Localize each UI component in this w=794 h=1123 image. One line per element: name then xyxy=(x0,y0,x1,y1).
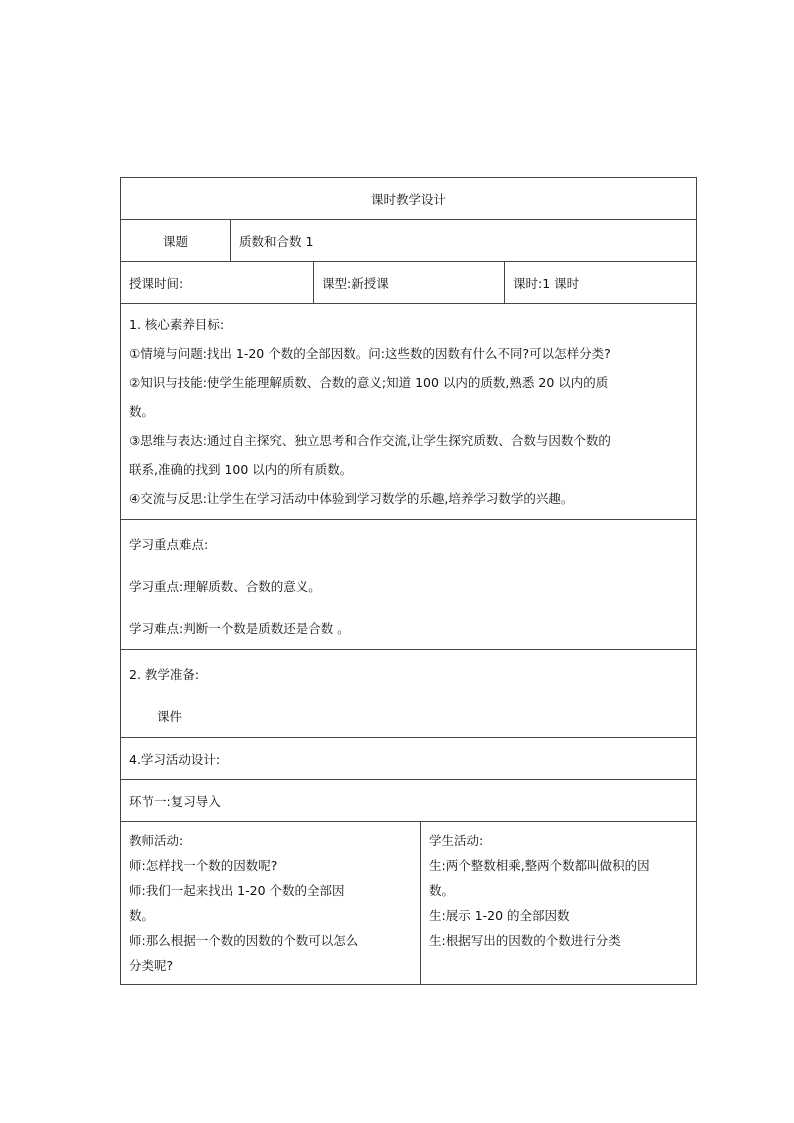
topic-label: 课题 xyxy=(121,220,231,262)
prep-item: 课件 xyxy=(157,709,183,724)
teacher-line: 师:我们一起来找出 1-20 个数的全部因 xyxy=(129,883,345,898)
key-difficulty: 学习难点:判断一个数是质数还是合数 。 xyxy=(129,621,350,636)
goals-heading: 1. 核心素养目标: xyxy=(129,317,225,332)
teacher-activity xyxy=(121,822,421,985)
goal-line: ①情境与问题:找出 1-20 个数的全部因数。问:这些数的因数有什么不同?可以怎样分类? xyxy=(129,346,611,361)
stage-one-heading: 环节一:复习导入 xyxy=(121,780,697,822)
student-line: 数。 xyxy=(429,883,455,898)
student-activity xyxy=(421,822,697,985)
key-points-heading: 学习重点难点: xyxy=(129,537,209,552)
topic-value: 质数和合数 1 xyxy=(231,220,697,262)
type-label: 课型:新授课 xyxy=(314,262,505,304)
lesson-plan-table xyxy=(120,177,697,985)
student-line: 生:两个整数相乘,整两个数都叫做积的因 xyxy=(429,858,650,873)
prep-section xyxy=(121,650,697,738)
doc-title: 课时教学设计 xyxy=(121,178,697,220)
time-label: 授课时间: xyxy=(121,262,314,304)
student-heading: 学生活动: xyxy=(429,833,484,848)
activity-design-heading: 4.学习活动设计: xyxy=(121,738,697,780)
teacher-line: 分类呢? xyxy=(129,958,174,973)
teacher-line: 师:那么根据一个数的因数的个数可以怎么 xyxy=(129,933,359,948)
teacher-line: 师:怎样找一个数的因数呢? xyxy=(129,858,278,873)
teacher-line: 数。 xyxy=(129,908,155,923)
goal-line: ③思维与表达:通过自主探究、独立思考和合作交流,让学生探究质数、合数与因数个数的 xyxy=(129,433,611,448)
goals-section xyxy=(121,304,697,520)
prep-heading: 2. 教学准备: xyxy=(129,667,200,682)
key-focus: 学习重点:理解质数、合数的意义。 xyxy=(129,579,321,594)
key-points-section xyxy=(121,520,697,650)
student-line: 生:根据写出的因数的个数进行分类 xyxy=(429,933,621,948)
period-label: 课时:1 课时 xyxy=(505,262,697,304)
goal-line: 数。 xyxy=(129,404,155,419)
goal-line: 联系,准确的找到 100 以内的所有质数。 xyxy=(129,462,353,477)
student-line: 生:展示 1-20 的全部因数 xyxy=(429,908,570,923)
goal-line: ④交流与反思:让学生在学习活动中体验到学习数学的乐趣,培养学习数学的兴趣。 xyxy=(129,491,574,506)
goal-line: ②知识与技能:使学生能理解质数、合数的意义;知道 100 以内的质数,熟悉 20 以内的质 xyxy=(129,375,609,390)
teacher-heading: 教师活动: xyxy=(129,833,184,848)
